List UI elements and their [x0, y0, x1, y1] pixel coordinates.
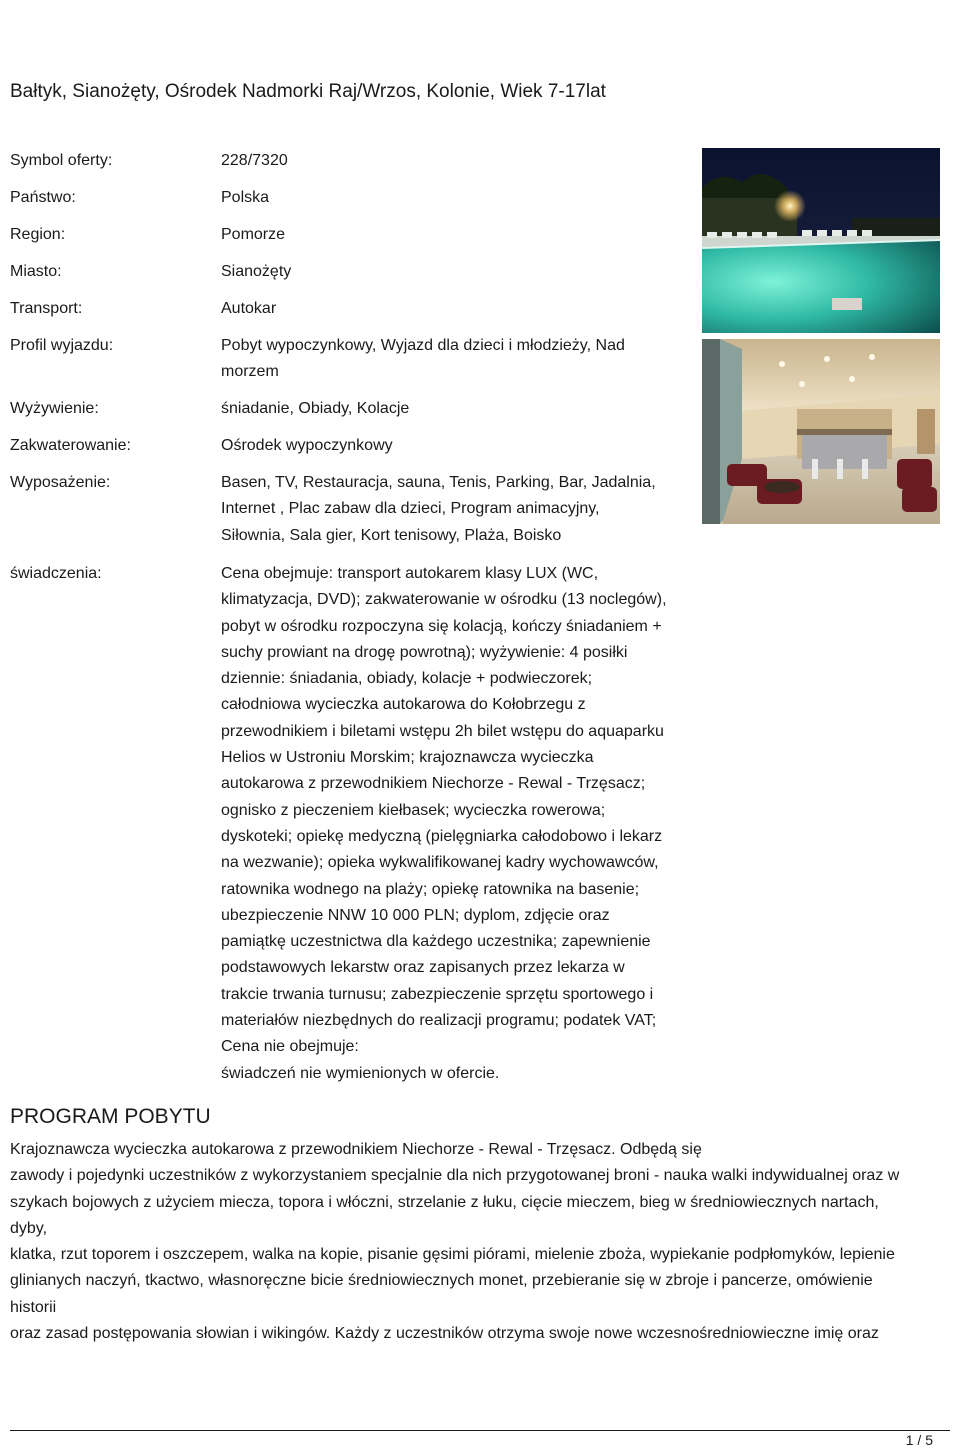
pool-photo-image — [702, 148, 940, 333]
detail-value-line: morzem — [221, 363, 279, 381]
bar-photo — [702, 339, 940, 524]
detail-value — [221, 222, 696, 248]
detail-value-line: ognisko z pieczeniem kiełbasek; wycieczka rowerowa; — [221, 801, 606, 819]
detail-value-line: Polska — [221, 189, 270, 206]
program-heading: PROGRAM POBYTU — [10, 1105, 211, 1128]
detail-value-line: podstawowych lekarstw oraz zapisanych przez lekarza w — [221, 959, 625, 977]
detail-value-line: materiałów niezbędnych do realizacji programu; podatek VAT; — [221, 1012, 657, 1030]
detail-value-line: Helios w Ustroniu Morskim; krajoznawcza wycieczka — [221, 749, 594, 767]
detail-value-line: Autokar — [221, 300, 277, 317]
program-line: Krajoznawcza wycieczka autokarowa z przewodnikiem Niechorze - Rewal - Trzęsacz. Odbędą się — [10, 1141, 702, 1158]
program-line: klatka, rzut toporem i oszczepem, walka na kopie, pisanie gęsimi piórami, mielenie zboża, wypiekanie podpłomyków, lepienie — [10, 1246, 895, 1264]
detail-value-line: Basen, TV, Restauracja, sauna, Tenis, Parking, Bar, Jadalnia, — [221, 474, 656, 491]
program-line: glinianych naczyń, tkactwo, własnoręczne bicie średniowiecznych monet, przebieranie się w zbroje i pancerze, omówienie — [10, 1272, 873, 1290]
detail-label: Symbol oferty: — [10, 152, 113, 169]
program-line: zawody i pojedynki uczestników z wykorzystaniem specjalnie dla nich przygotowanej broni - nauka walki indywidualnej oraz w — [10, 1167, 900, 1185]
detail-value-line: Cena nie obejmuje: — [221, 1038, 359, 1056]
detail-value-line: Sianożęty — [221, 263, 292, 280]
detail-value-line: całodniowa wycieczka autokarowa do Kołobrzegu z — [221, 696, 586, 714]
detail-label: Zakwaterowanie: — [10, 437, 131, 454]
detail-value-line: ubezpieczenie NNW 10 000 PLN; dyplom, zdjęcie oraz — [221, 906, 610, 924]
detail-value-line: klimatyzacja, DVD); zakwaterowanie w ośrodku (13 noclegów), — [221, 591, 667, 609]
detail-value-line: Cena obejmuje: transport autokarem klasy LUX (WC, — [221, 565, 599, 582]
detail-value-line: 228/7320 — [221, 152, 288, 169]
detail-label: Transport: — [10, 300, 83, 317]
program-line: historii — [10, 1298, 57, 1316]
program-line: dyby, — [10, 1219, 48, 1237]
detail-value-line: Ośrodek wypoczynkowy — [221, 437, 393, 454]
program-line: oraz zasad postępowania słowian i wikingów. Każdy z uczestników otrzyma swoje nowe wczesnośredniowieczne imię oraz — [10, 1325, 879, 1343]
detail-value-line: Internet , Plac zabaw dla dzieci, Program animacyjny, — [221, 500, 600, 518]
detail-value-line: ratownika wodnego na plaży; opiekę ratownika na basenie; — [221, 880, 640, 898]
detail-value-line: świadczeń nie wymienionych w ofercie. — [221, 1064, 500, 1082]
detail-value-line: śniadanie, Obiady, Kolacje — [221, 400, 410, 417]
detail-label: Wyżywienie: — [10, 400, 99, 417]
detail-value — [221, 470, 696, 549]
detail-value-line: Pobyt wypoczynkowy, Wyjazd dla dzieci i młodzieży, Nad — [221, 337, 625, 354]
detail-label: Państwo: — [10, 189, 76, 206]
page-number: 1 / 5 — [905, 1432, 933, 1448]
detail-label: świadczenia: — [10, 565, 102, 582]
detail-value-line: pamiątkę uczestnictwa dla każdego uczestnika; zapewnienie — [221, 933, 651, 951]
detail-value — [221, 296, 696, 322]
detail-value-line: Siłownia, Sala gier, Kort tenisowy, Plaża, Boisko — [221, 526, 562, 544]
page-title: Bałtyk, Sianożęty, Ośrodek Nadmorki Raj/Wrzos, Kolonie, Wiek 7-17lat — [10, 81, 606, 102]
detail-label: Wyposażenie: — [10, 474, 111, 491]
detail-value — [221, 433, 696, 459]
program-line: szykach bojowych z użyciem miecza, topora i włóczni, strzelanie z łuku, cięcie mieczem, bieg w średniowiecznych nartach, — [10, 1193, 879, 1211]
bar-photo-image — [702, 339, 940, 524]
detail-value-line: suchy prowiant na drogę powrotną); wyżywienie: 4 posiłki — [221, 643, 628, 661]
detail-value-line: na wezwanie); opieka wykwalifikowanej kadry wychowawców, — [221, 854, 659, 872]
detail-value — [221, 396, 696, 422]
detail-label: Profil wyjazdu: — [10, 337, 114, 354]
detail-value-line: dziennie: śniadania, obiady, kolacje + podwieczorek; — [221, 670, 593, 688]
detail-value — [221, 259, 696, 285]
detail-label: Miasto: — [10, 263, 62, 280]
detail-value-line: pobyt w ośrodku rozpoczyna się kolacją, kończy śniadaniem + — [221, 617, 662, 635]
detail-label: Region: — [10, 226, 66, 243]
detail-value — [221, 333, 696, 386]
detail-value-line: autokarowa z przewodnikiem Niechorze - Rewal - Trzęsacz; — [221, 775, 646, 793]
pool-photo — [702, 148, 940, 333]
detail-value-line: przewodnikiem i biletami wstępu 2h bilet wstępu do aquaparku — [221, 722, 664, 740]
detail-value-line: trakcie trwania turnusu; zabezpieczenie sprzętu sportowego i — [221, 985, 654, 1003]
detail-value — [221, 561, 696, 1087]
detail-value-line: dyskoteki; opiekę medyczną (pielęgniarka całodobowo i lekarz — [221, 827, 663, 845]
detail-value — [221, 185, 696, 211]
program-text — [10, 1137, 950, 1347]
detail-value — [221, 148, 696, 174]
footer-divider — [10, 1430, 950, 1431]
detail-value-line: Pomorze — [221, 226, 286, 243]
